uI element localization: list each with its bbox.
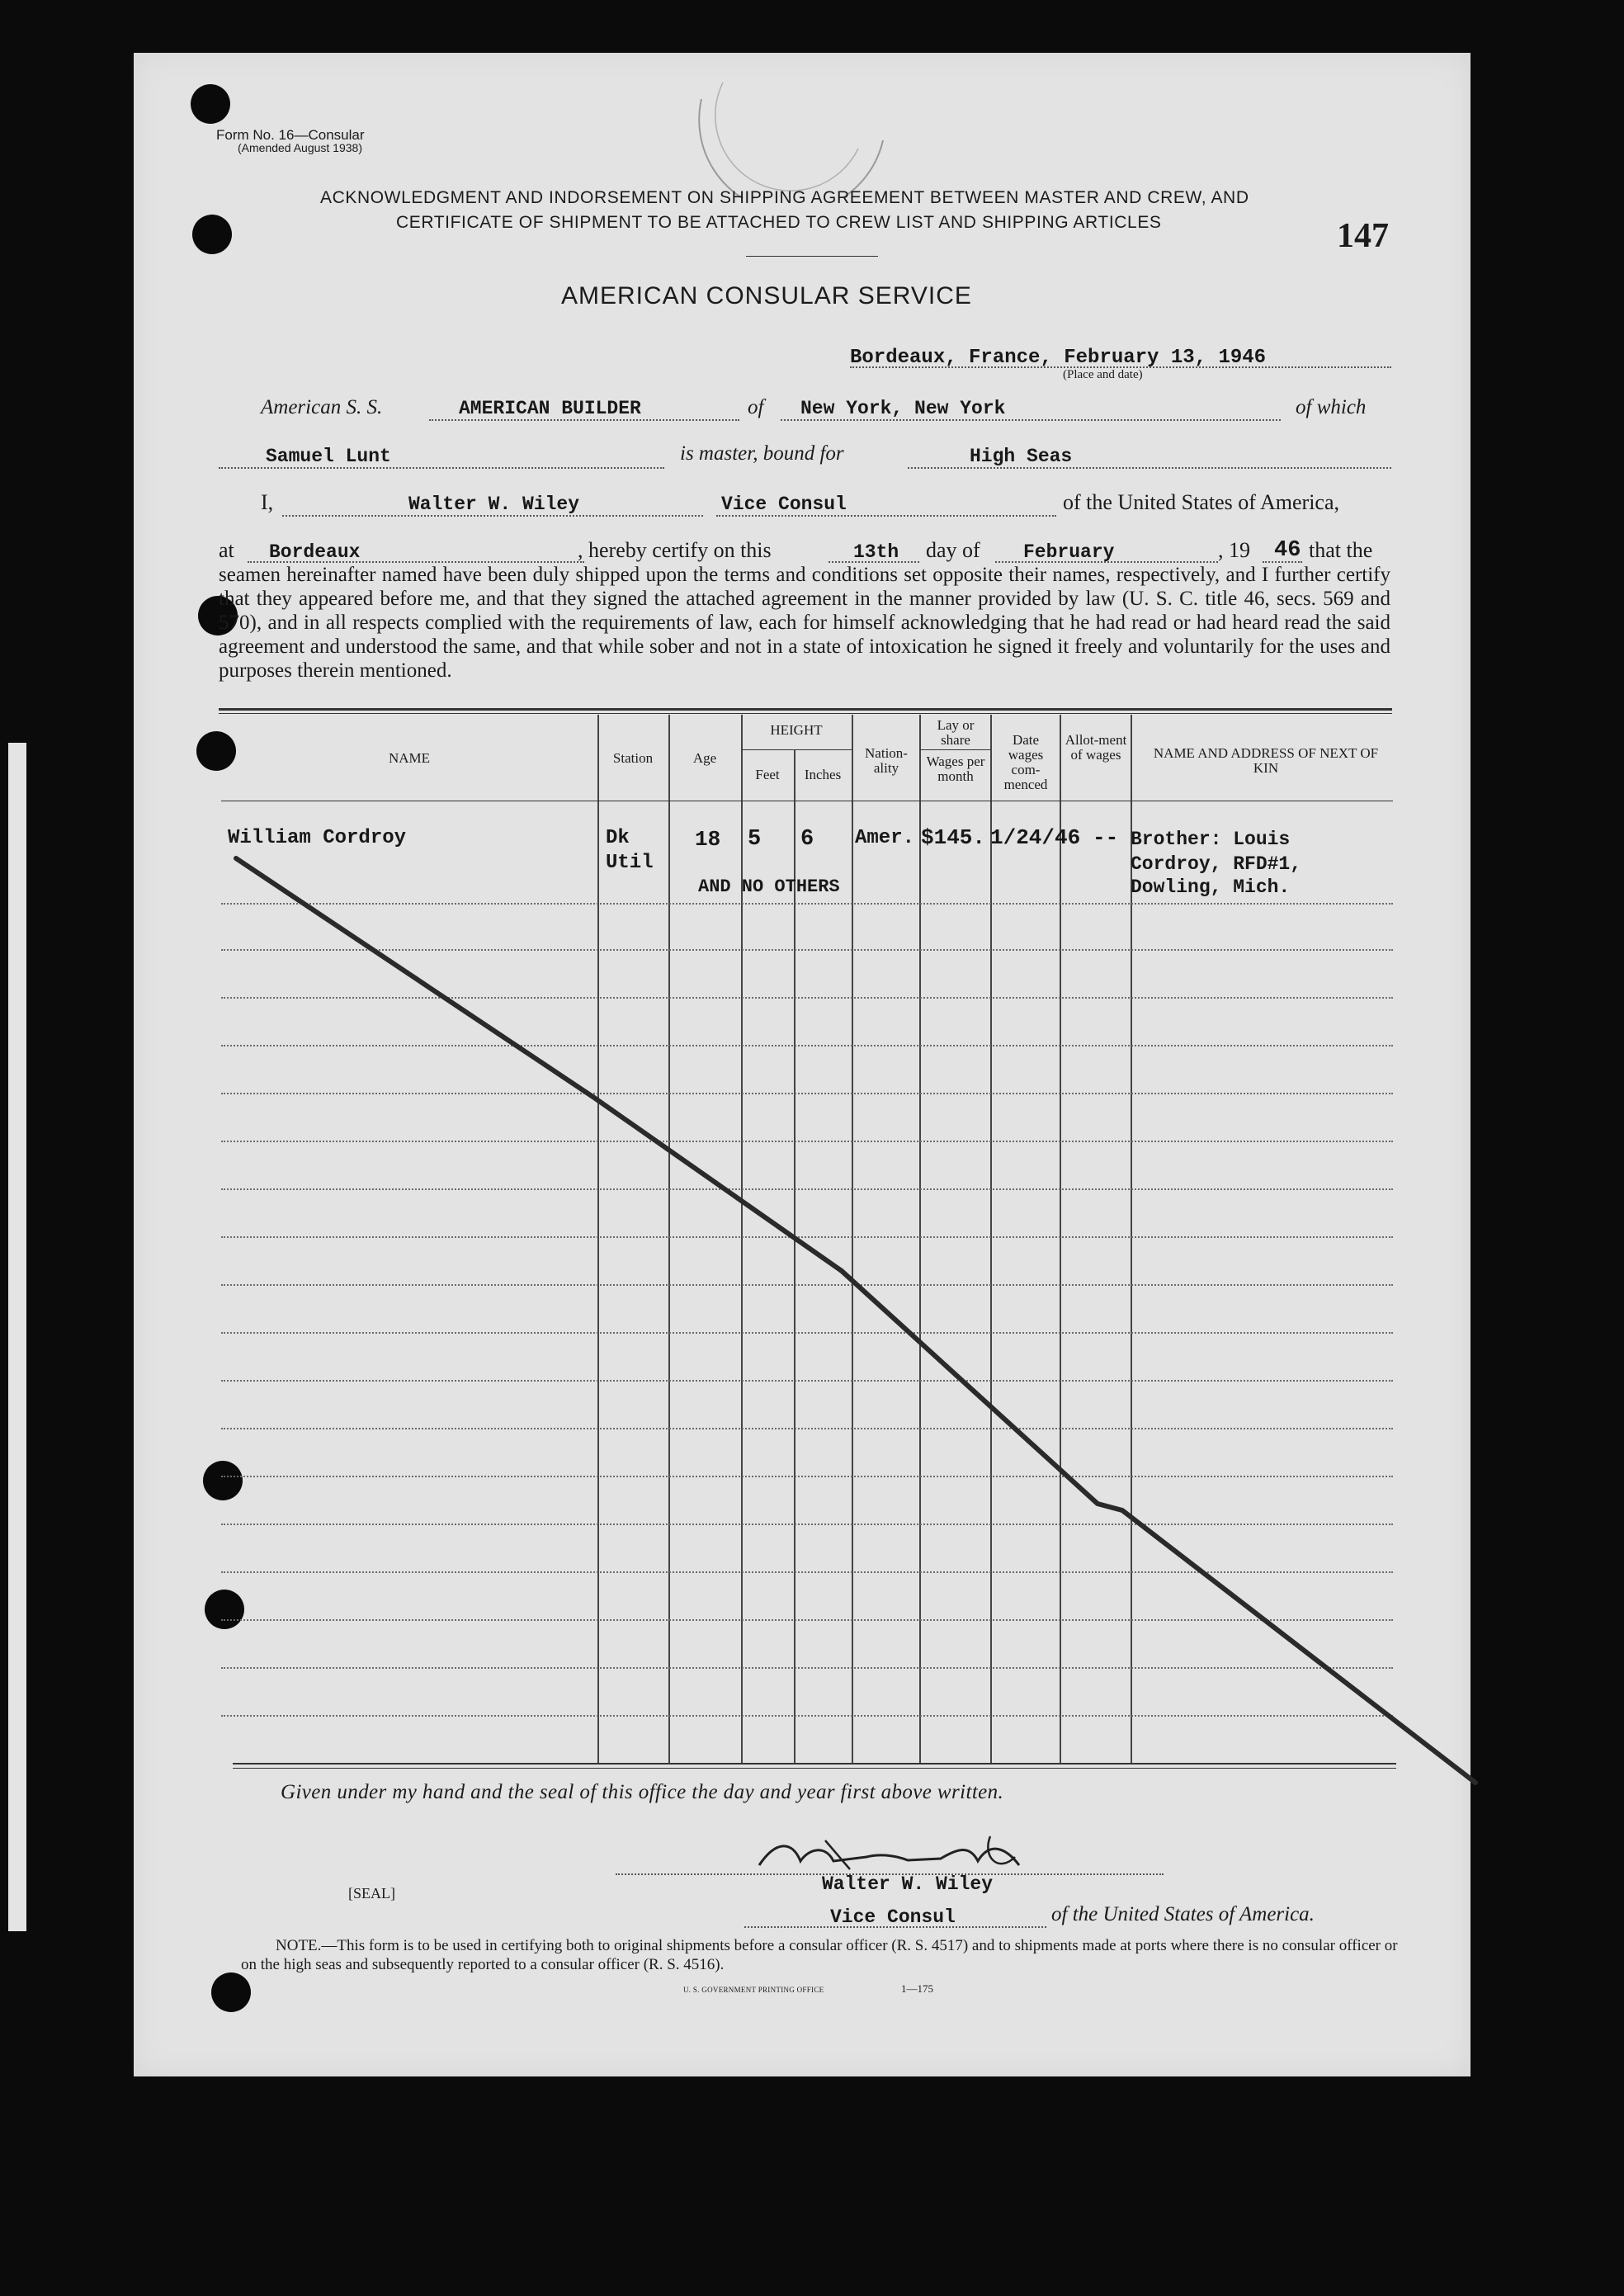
cell-wages: $145.: [921, 825, 986, 850]
i-label: I,: [261, 490, 274, 514]
ship-prefix: American S. S.: [261, 396, 383, 418]
cell-station: Dk: [606, 827, 630, 849]
place-date-caption: (Place and date): [1063, 368, 1143, 381]
officer-title: Vice Consul: [721, 494, 847, 515]
cell-next-of-kin-3: Dowling, Mich.: [1131, 876, 1291, 898]
header-feet: Feet: [755, 767, 780, 782]
form-code: 1—175: [901, 1982, 933, 1995]
usage-note: NOTE.—This form is to be used in certifying both to original shipments before a consular officer (R. S. 4517) and to shipments made at ports where there is no consular officer or on the high seas and subsequently reported to a consular officer (R. S. 4516).: [241, 1937, 1398, 1973]
officer-name: Walter W. Wiley: [408, 494, 580, 515]
header-allotment: Allot-ment of wages: [1065, 732, 1127, 763]
form-title-line2: CERTIFICATE OF SHIPMENT TO BE ATTACHED TO CREW LIST AND SHIPPING ARTICLES: [396, 213, 1162, 232]
signature-title: Vice Consul: [830, 1906, 956, 1928]
place-date: Bordeaux, France, February 13, 1946: [850, 347, 1267, 369]
form-number: Form No. 16—Consular: [216, 127, 365, 143]
no-others-note: AND NO OTHERS: [698, 876, 840, 897]
bound-for: High Seas: [970, 446, 1073, 467]
at-place: Bordeaux: [269, 541, 361, 563]
seal-label: [SEAL]: [348, 1885, 395, 1902]
ship-name: AMERICAN BUILDER: [459, 398, 641, 419]
year-value: 46: [1274, 538, 1301, 563]
header-height: HEIGHT: [770, 722, 823, 738]
service-title: AMERICAN CONSULAR SERVICE: [561, 282, 972, 309]
header-next-of-kin: NAME AND ADDRESS OF NEXT OF KIN: [1153, 745, 1379, 776]
cell-date-commenced: 1/24/46: [990, 825, 1081, 850]
cell-age: 18: [695, 827, 721, 852]
certify-label: , hereby certify on this: [578, 538, 772, 562]
cell-next-of-kin-2: Cordroy, RFD#1,: [1131, 853, 1302, 875]
header-inches: Inches: [804, 767, 842, 782]
of-which-label: of which: [1296, 396, 1367, 418]
given-statement: Given under my hand and the seal of this office the day and year first above written.: [281, 1781, 1004, 1803]
that-the-label: that the: [1309, 538, 1373, 562]
header-nationality: Nation-ality: [865, 745, 908, 776]
certification-text: seamen hereinafter named have been duly shipped upon the terms and conditions set opposite their names, respectively, and I further certify that they appeared before me, and that they signed the attached agreement in the manner provided by law (U. S. C. title 46, secs. 569 and 570), and in all respects complied with the requirements of law, each for himself acknowledging that he had read or had heard read the said agreement and understood the same, and that while sober and not in a state of intoxication he signed it freely and voluntarily for the uses and purposes therein mentioned.: [219, 564, 1390, 682]
header-date-wages: Date wages com-menced: [1003, 732, 1048, 792]
header-name: NAME: [388, 750, 431, 766]
signature-title-line: [744, 1926, 1046, 1928]
printing-office: U. S. GOVERNMENT PRINTING OFFICE: [683, 1986, 824, 1994]
cell-feet: 5: [748, 827, 762, 852]
signature-name: Walter W. Wiley: [822, 1873, 994, 1895]
of-label: of: [748, 396, 764, 418]
cell-next-of-kin: Brother: Louis: [1131, 829, 1291, 850]
year-prefix: , 19: [1218, 538, 1250, 562]
at-label: at: [219, 538, 234, 562]
master-name: Samuel Lunt: [266, 446, 391, 467]
header-lay-or-share: Lay or share: [937, 717, 975, 748]
day-value: 13th: [853, 541, 899, 563]
cell-name: William Cordroy: [228, 827, 407, 849]
home-port: New York, New York: [800, 398, 1006, 419]
header-station: Station: [612, 750, 654, 766]
cell-allotment: --: [1093, 825, 1119, 850]
page-number: 147: [1337, 217, 1389, 255]
footer-of-usa: of the United States of America.: [1051, 1903, 1315, 1925]
form-amended: (Amended August 1938): [238, 141, 362, 154]
form-title-line1: ACKNOWLEDGMENT AND INDORSEMENT ON SHIPPING AGREEMENT BETWEEN MASTER AND CREW, AND: [320, 188, 1249, 207]
cell-inches: 6: [800, 827, 814, 852]
header-age: Age: [692, 750, 717, 766]
cell-nationality: Amer.: [855, 827, 915, 849]
is-master-label: is master, bound for: [680, 442, 844, 465]
header-wages-per-month: Wages per month: [926, 754, 985, 784]
month-value: February: [1023, 541, 1115, 563]
cell-station-2: Util: [606, 852, 654, 874]
of-usa-label: of the United States of America,: [1063, 490, 1340, 514]
day-of-label: day of: [926, 538, 980, 562]
